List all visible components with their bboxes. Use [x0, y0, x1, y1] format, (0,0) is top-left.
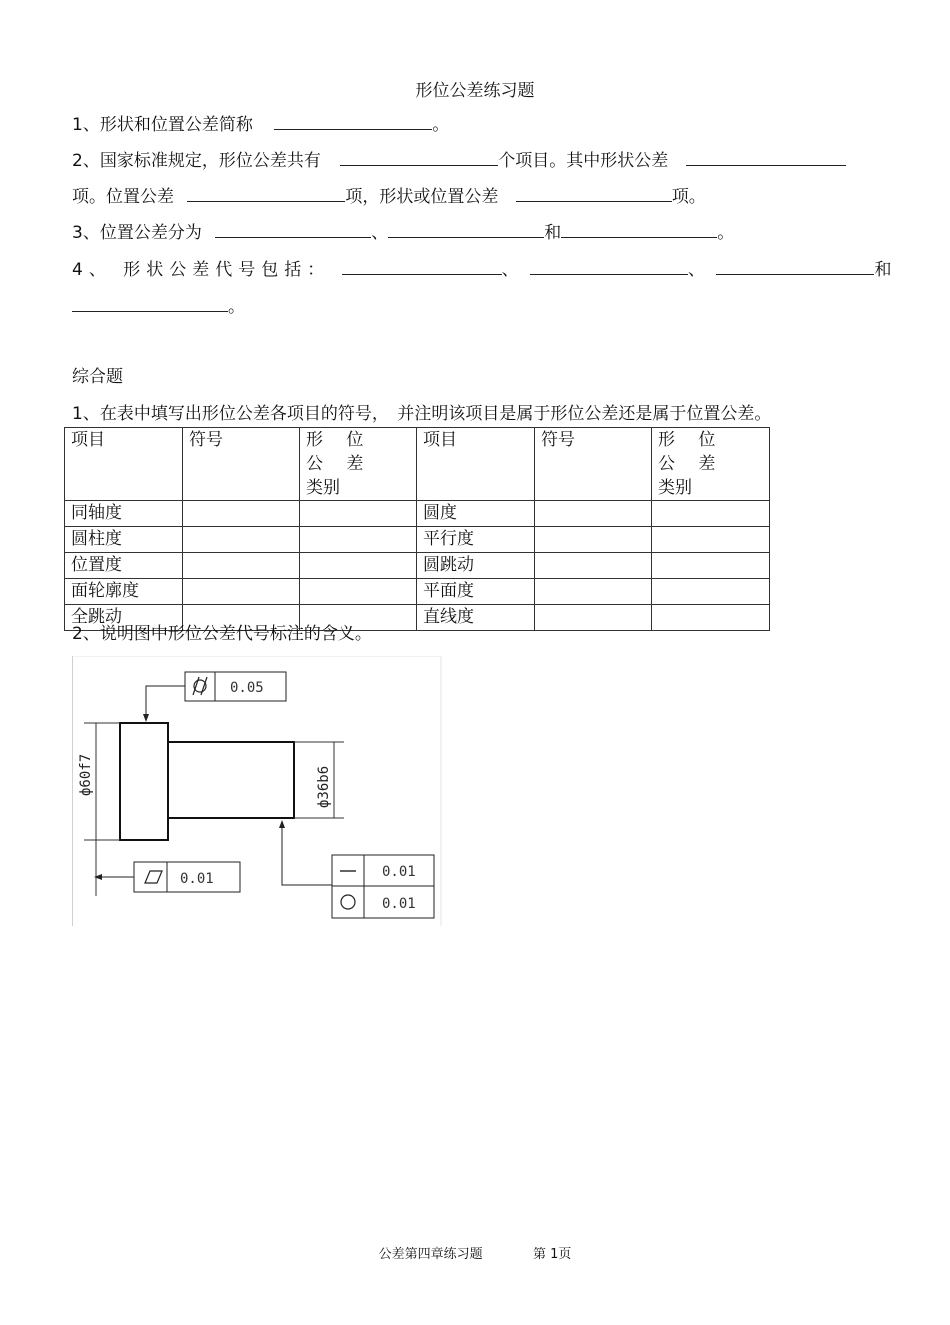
question-1-end: 。	[432, 115, 450, 135]
symbol-cell[interactable]	[183, 553, 300, 579]
table-row	[65, 579, 770, 605]
tolerance-drawing	[72, 656, 442, 926]
separator: 、	[501, 260, 519, 280]
question-2-text-e: 项。	[671, 187, 706, 207]
table-row	[65, 527, 770, 553]
leader-line	[146, 686, 185, 720]
answer-blank[interactable]	[187, 186, 345, 202]
question-1-text: 1、形状和位置公差简称	[72, 115, 253, 135]
symbol-cell[interactable]	[535, 501, 652, 527]
answer-blank[interactable]	[561, 222, 717, 238]
header-class	[300, 428, 417, 501]
question-1	[72, 114, 449, 136]
item-cell: 同轴度	[65, 501, 183, 527]
arrowhead	[279, 820, 285, 828]
header-class-line-2: 类别	[306, 478, 340, 498]
item-cell: 圆度	[417, 501, 535, 527]
task-1-instruction: 1、在表中填写出形位公差各项目的符号， 并注明该项目是属于形位公差还是属于位置公差。	[72, 404, 772, 424]
answer-blank[interactable]	[516, 186, 672, 202]
class-cell[interactable]	[300, 579, 417, 605]
arrowhead	[143, 714, 149, 722]
answer-blank[interactable]	[274, 114, 432, 130]
symbol-cell[interactable]	[535, 553, 652, 579]
answer-blank[interactable]	[686, 150, 846, 166]
symbol-cell[interactable]	[535, 527, 652, 553]
question-2-line-1	[72, 150, 846, 172]
answer-blank[interactable]	[530, 259, 688, 275]
task-2-instruction: 2、说明图中形位公差代号标注的含义。	[72, 624, 372, 644]
tolerance-table	[64, 427, 770, 631]
class-cell[interactable]	[652, 579, 770, 605]
frame-right-value-2: 0.01	[382, 896, 416, 912]
item-cell: 面轮廓度	[65, 579, 183, 605]
conjunction: 和	[544, 223, 562, 243]
frame-top-value: 0.05	[230, 680, 264, 696]
item-cell: 平面度	[417, 579, 535, 605]
conjunction: 和	[874, 260, 892, 280]
page-title: 形位公差练习题	[415, 81, 535, 101]
question-2-text-a: 2、国家标准规定，形位公差共有	[72, 151, 321, 171]
question-2-text-d: 项，形状或位置公差	[345, 187, 499, 207]
question-4-text: 4、 形状公差代号包括：	[72, 260, 331, 280]
class-cell[interactable]	[300, 527, 417, 553]
table-row	[65, 553, 770, 579]
item-cell: 位置度	[65, 553, 183, 579]
header-class-line-2: 类别	[658, 478, 692, 498]
class-cell[interactable]	[652, 605, 770, 631]
item-cell: 圆柱度	[65, 527, 183, 553]
header-class-line-1: 形 位 公 差	[306, 430, 373, 474]
footer	[0, 1243, 950, 1262]
item-cell: 直线度	[417, 605, 535, 631]
class-cell[interactable]	[652, 501, 770, 527]
answer-blank[interactable]	[388, 222, 544, 238]
question-4	[72, 259, 891, 281]
dimension-left-label: ф60f7	[78, 753, 94, 796]
header-symbol: 符号	[183, 428, 300, 501]
period: 。	[228, 297, 245, 317]
class-cell[interactable]	[652, 553, 770, 579]
answer-blank[interactable]	[342, 259, 502, 275]
small-cylinder	[168, 742, 294, 818]
leader-line	[282, 822, 332, 885]
frame-left-value: 0.01	[180, 871, 214, 887]
parallelogram-flatness-icon	[145, 871, 162, 883]
symbol-cell[interactable]	[535, 579, 652, 605]
item-cell: 平行度	[417, 527, 535, 553]
header-item: 项目	[417, 428, 535, 501]
question-3	[72, 222, 734, 244]
question-3-text: 3、位置公差分为	[72, 223, 202, 243]
answer-blank[interactable]	[72, 296, 228, 312]
question-2-text-c: 项。位置公差	[72, 187, 174, 207]
item-cell: 全跳动	[65, 605, 183, 631]
header-class	[652, 428, 770, 501]
item-cell: 圆跳动	[417, 553, 535, 579]
dimension-right-label: ф36b6	[316, 765, 332, 808]
answer-blank[interactable]	[215, 222, 371, 238]
large-cylinder	[120, 723, 168, 840]
frame-right-value-1: 0.01	[382, 864, 416, 880]
arrowhead	[94, 874, 102, 880]
symbol-cell[interactable]	[183, 501, 300, 527]
table-row	[65, 501, 770, 527]
symbol-cell[interactable]	[535, 605, 652, 631]
symbol-cell[interactable]	[183, 527, 300, 553]
header-item: 项目	[65, 428, 183, 501]
header-symbol: 符号	[535, 428, 652, 501]
cylindricity-icon	[193, 677, 207, 695]
answer-blank[interactable]	[716, 259, 874, 275]
symbol-cell[interactable]	[183, 579, 300, 605]
separator: 、	[688, 260, 706, 280]
class-cell[interactable]	[300, 553, 417, 579]
footer-title: 公差第四章练习题	[378, 1247, 483, 1262]
class-cell[interactable]	[652, 527, 770, 553]
separator: 、	[371, 223, 389, 243]
period: 。	[717, 223, 735, 243]
table-header-row	[65, 428, 770, 501]
header-class-line-1: 形 位 公 差	[658, 430, 725, 474]
section-title: 综合题	[72, 367, 123, 387]
class-cell[interactable]	[300, 501, 417, 527]
question-4-line-2	[72, 296, 245, 318]
circularity-icon	[341, 895, 355, 909]
footer-page: 第 1页	[532, 1247, 572, 1262]
question-2-line-2	[72, 186, 706, 208]
question-2-text-b: 个项目。其中形状公差	[498, 151, 669, 171]
answer-blank[interactable]	[340, 150, 498, 166]
